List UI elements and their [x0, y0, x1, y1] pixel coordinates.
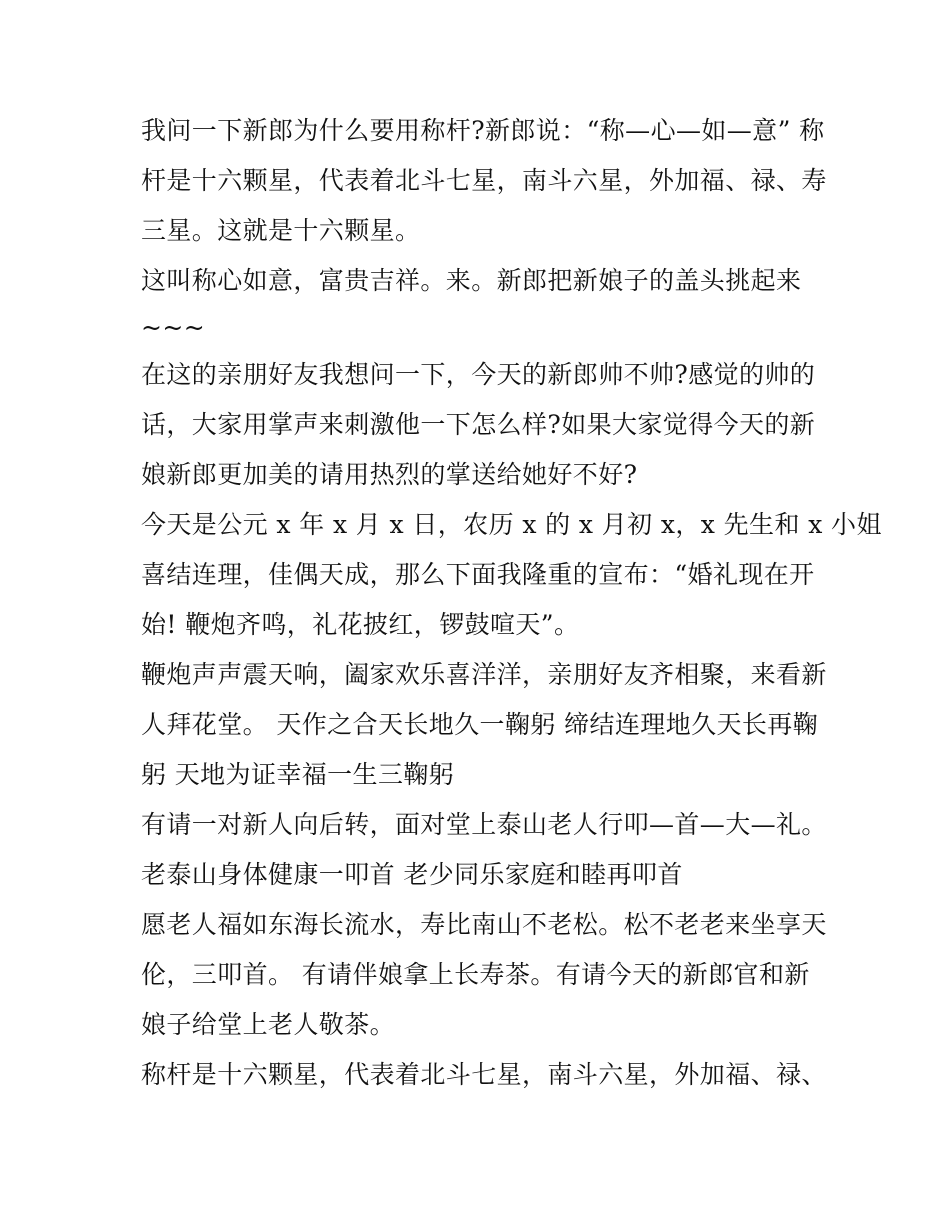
text-line: 鞭炮声声震天响，阖家欢乐喜洋洋，亲朋好友齐相聚，来看新 [141, 660, 827, 689]
text-line: 愿老人福如东海长流水，寿比南山不老松。松不老老来坐享天 [141, 910, 827, 939]
text-line: 人拜花堂。 天作之合天长地久一鞠躬 缔结连理地久天长再鞠 [141, 710, 819, 739]
text-line: 在这的亲朋好友我想问一下，今天的新郎帅不帅?感觉的帅的 [141, 360, 816, 389]
text-line: 这叫称心如意，富贵吉祥。来。新郎把新娘子的盖头挑起来 [141, 266, 802, 295]
text-line: ~~~ [141, 313, 206, 342]
text-line: 三星。这就是十六颗星。 [141, 216, 421, 245]
text-line: 我问一下新郎为什么要用称杆?新郎说：“称—心—如—意” 称 [141, 116, 825, 145]
text-line: 喜结连理，佳偶天成，那么下面我隆重的宣布：“婚礼现在开 [141, 560, 815, 589]
text-line: 始! 鞭炮齐鸣，礼花披红，锣鼓喧天”。 [141, 610, 580, 639]
text-line: 杆是十六颗星，代表着北斗七星，南斗六星，外加福、禄、寿 [141, 166, 827, 195]
document-body [141, 106, 882, 1100]
text-line: 老泰山身体健康一叩首 老少同乐家庭和睦再叩首 [141, 860, 683, 889]
text-line: 伦，三叩首。 有请伴娘拿上长寿茶。有请今天的新郎官和新 [141, 960, 810, 989]
text-line: 有请一对新人向后转，面对堂上泰山老人行叩—首—大—礼。 [141, 810, 827, 839]
text-line: 娘新郎更加美的请用热烈的掌送给她好不好? [141, 460, 638, 489]
text-line: 称杆是十六颗星，代表着北斗七星，南斗六星，外加福、禄、 [141, 1060, 827, 1089]
text-line: 话，大家用掌声来刺激他一下怎么样?如果大家觉得今天的新 [141, 410, 816, 439]
text-line: 娘子给堂上老人敬茶。 [141, 1010, 396, 1039]
text-line: 躬 天地为证幸福一生三鞠躬 [141, 760, 455, 789]
text-line: 今天是公元 x 年 x 月 x 日，农历 x 的 x 月初 x，x 先生和 x 小姐 [141, 510, 882, 539]
